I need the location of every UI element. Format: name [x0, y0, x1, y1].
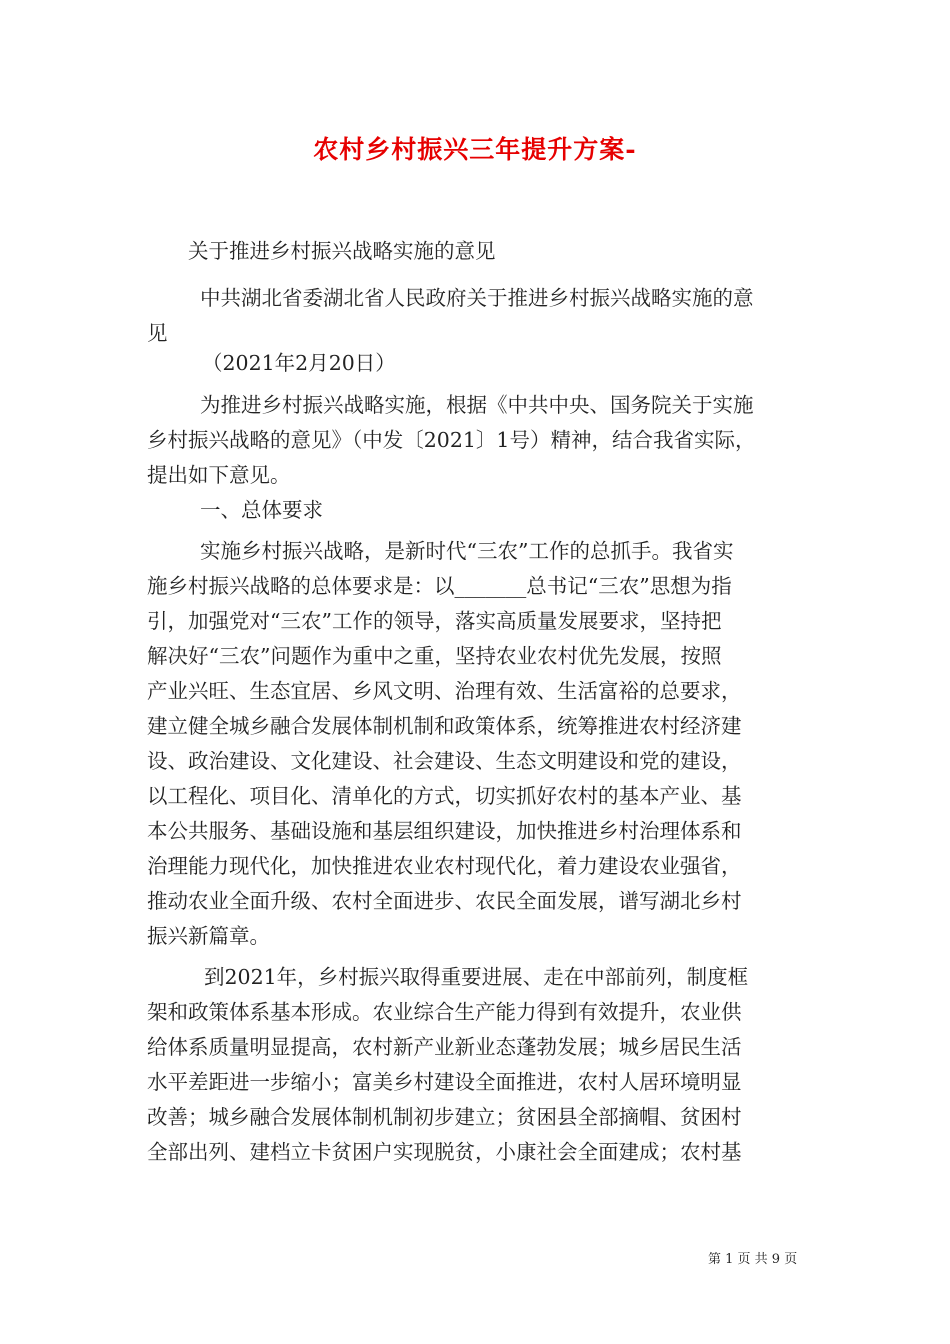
text-line: 治理能力现代化，加快推进农业农村现代化，着力建设农业强省，: [147, 854, 742, 878]
section-heading: 一、总体要求: [200, 498, 323, 522]
text-line: 振兴新篇章。: [147, 924, 270, 948]
text-line: 关于推进乡村振兴战略实施的意见: [188, 239, 496, 263]
text-line: 中共湖北省委湖北省人民政府关于推进乡村振兴战略实施的意: [200, 286, 754, 310]
text-line: 水平差距进一步缩小；富美乡村建设全面推进，农村人居环境明显: [147, 1070, 742, 1094]
text-line: 施乡村振兴战略的总体要求是：以_______总书记“三农”思想为指: [147, 574, 732, 598]
text-line: 为推进乡村振兴战略实施，根据《中共中央、国务院关于实施: [200, 393, 754, 417]
text-line: 乡村振兴战略的意见》（中发〔2021〕1号）精神，结合我省实际，: [147, 428, 756, 452]
document-title: 农村乡村振兴三年提升方案-: [313, 135, 637, 164]
text-line: （2021年2月20日）: [202, 351, 396, 375]
text-line: 设、政治建设、文化建设、社会建设、生态文明建设和党的建设，: [147, 749, 742, 773]
text-line: 推动农业全面升级、农村全面进步、农民全面发展，谱写湖北乡村: [147, 889, 742, 913]
text-line: 产业兴旺、生态宜居、乡风文明、治理有效、生活富裕的总要求，: [147, 679, 742, 703]
page-number: 第 1 页 共 9 页: [708, 1252, 798, 1267]
text-line: 到2021年，乡村振兴取得重要进展、走在中部前列，制度框: [204, 965, 749, 989]
text-line: 引，加强党对“三农”工作的领导，落实高质量发展要求，坚持把: [147, 609, 722, 633]
text-line: 实施乡村振兴战略，是新时代“三农”工作的总抓手。我省实: [200, 539, 734, 563]
text-line: 提出如下意见。: [147, 463, 291, 487]
text-line: 全部出列、建档立卡贫困户实现脱贫，小康社会全面建成；农村基: [147, 1140, 742, 1164]
text-line: 以工程化、项目化、清单化的方式，切实抓好农村的基本产业、基: [147, 784, 742, 808]
text-line: 本公共服务、基础设施和基层组织建设，加快推进乡村治理体系和: [147, 819, 742, 843]
text-line: 见: [147, 321, 168, 345]
text-line: 建立健全城乡融合发展体制机制和政策体系，统筹推进农村经济建: [147, 714, 742, 738]
text-line: 架和政策体系基本形成。农业综合生产能力得到有效提升，农业供: [147, 1000, 742, 1024]
text-line: 给体系质量明显提高，农村新产业新业态蓬勃发展；城乡居民生活: [147, 1035, 742, 1059]
text-line: 解决好“三农”问题作为重中之重，坚持农业农村优先发展，按照: [147, 644, 722, 668]
text-line: 改善；城乡融合发展体制机制初步建立；贫困县全部摘帽、贫困村: [147, 1105, 742, 1129]
